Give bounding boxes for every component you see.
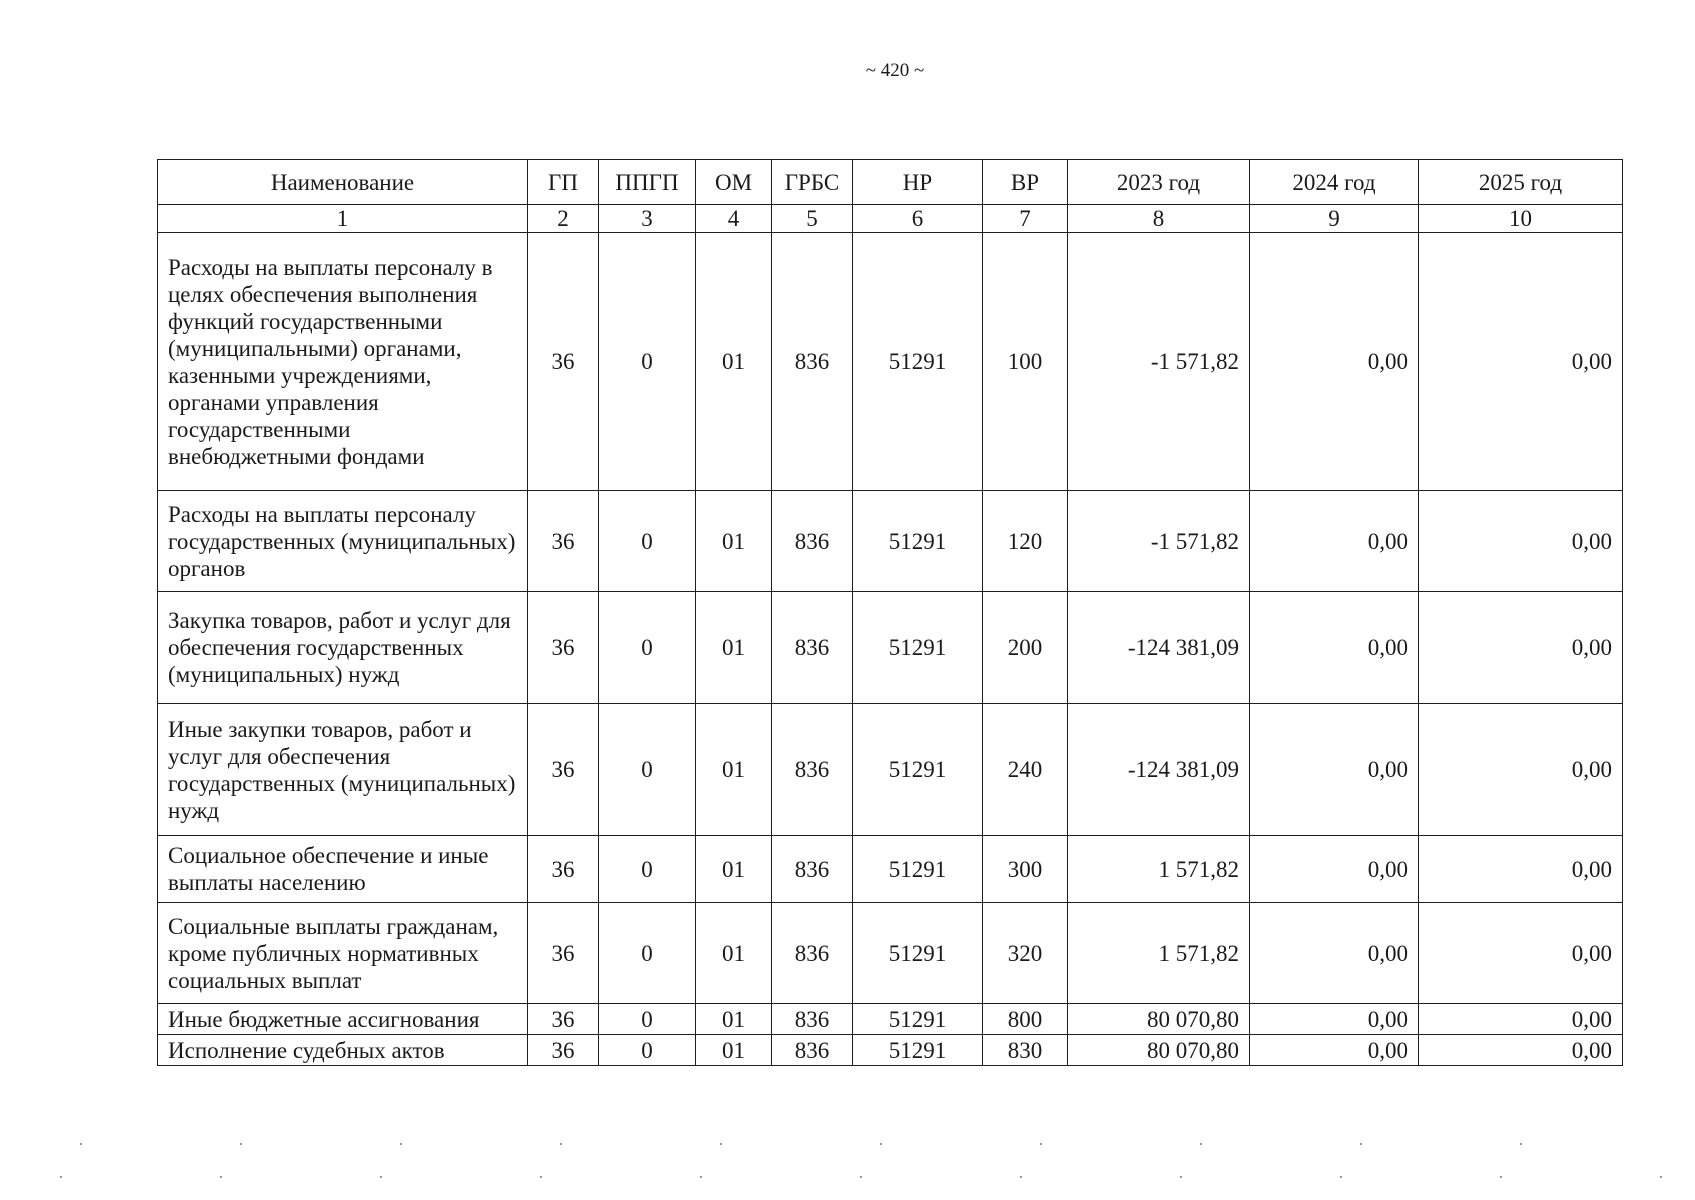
row-name: Иные бюджетные ассигнования [158, 1004, 528, 1035]
header-2023: 2023 год [1068, 160, 1250, 205]
row-nr: 51291 [853, 233, 983, 491]
row-2024: 0,00 [1250, 1004, 1419, 1035]
table-row [158, 1004, 1623, 1035]
row-name: Социальное обеспечение и иные выплаты населению [158, 836, 528, 903]
row-nr: 51291 [853, 592, 983, 704]
header-om: ОМ [696, 160, 772, 205]
row-gp: 36 [528, 1004, 599, 1035]
row-ppgp: 0 [599, 491, 696, 592]
column-number: 8 [1068, 205, 1250, 233]
row-gp: 36 [528, 233, 599, 491]
row-ppgp: 0 [599, 592, 696, 704]
row-2025: 0,00 [1419, 1035, 1623, 1066]
row-grbs: 836 [772, 836, 853, 903]
row-om: 01 [696, 592, 772, 704]
row-2023: 80 070,80 [1068, 1035, 1250, 1066]
row-ppgp: 0 [599, 836, 696, 903]
row-gp: 36 [528, 592, 599, 704]
row-grbs: 836 [772, 592, 853, 704]
row-grbs: 836 [772, 903, 853, 1004]
row-2025: 0,00 [1419, 704, 1623, 836]
header-grbs: ГРБС [772, 160, 853, 205]
table-row [158, 836, 1623, 903]
row-vr: 800 [983, 1004, 1068, 1035]
row-2024: 0,00 [1250, 704, 1419, 836]
row-ppgp: 0 [599, 903, 696, 1004]
row-2024: 0,00 [1250, 592, 1419, 704]
row-2025: 0,00 [1419, 233, 1623, 491]
table-row [158, 1035, 1623, 1066]
column-number: 1 [158, 205, 528, 233]
budget-table [157, 159, 1623, 1066]
row-2023: 80 070,80 [1068, 1004, 1250, 1035]
row-name: Расходы на выплаты персоналу в целях обеспечения выполнения функций государственными (муниципальными) органами, казенными учреждениями, органами управления государственными внебюджетными фондами [158, 233, 528, 491]
row-2023: -124 381,09 [1068, 704, 1250, 836]
row-2025: 0,00 [1419, 592, 1623, 704]
row-grbs: 836 [772, 1035, 853, 1066]
row-2023: -1 571,82 [1068, 233, 1250, 491]
table-header-row [158, 160, 1623, 205]
row-om: 01 [696, 491, 772, 592]
row-nr: 51291 [853, 704, 983, 836]
column-number: 9 [1250, 205, 1419, 233]
row-nr: 51291 [853, 836, 983, 903]
row-grbs: 836 [772, 704, 853, 836]
row-2024: 0,00 [1250, 903, 1419, 1004]
column-number: 5 [772, 205, 853, 233]
row-grbs: 836 [772, 491, 853, 592]
table-row [158, 491, 1623, 592]
row-2025: 0,00 [1419, 491, 1623, 592]
header-vr: ВР [983, 160, 1068, 205]
row-2025: 0,00 [1419, 1004, 1623, 1035]
row-2023: -1 571,82 [1068, 491, 1250, 592]
table-row [158, 592, 1623, 704]
column-number-row [158, 205, 1623, 233]
row-om: 01 [696, 1035, 772, 1066]
row-vr: 200 [983, 592, 1068, 704]
row-om: 01 [696, 836, 772, 903]
page-number: ~ 420 ~ [865, 60, 925, 81]
row-2025: 0,00 [1419, 836, 1623, 903]
row-ppgp: 0 [599, 233, 696, 491]
header-gp: ГП [528, 160, 599, 205]
column-number: 7 [983, 205, 1068, 233]
row-vr: 320 [983, 903, 1068, 1004]
table-row [158, 704, 1623, 836]
row-vr: 100 [983, 233, 1068, 491]
row-name: Расходы на выплаты персоналу государственных (муниципальных) органов [158, 491, 528, 592]
row-ppgp: 0 [599, 1035, 696, 1066]
header-nr: НР [853, 160, 983, 205]
column-number: 2 [528, 205, 599, 233]
row-om: 01 [696, 1004, 772, 1035]
row-vr: 300 [983, 836, 1068, 903]
row-vr: 120 [983, 491, 1068, 592]
row-gp: 36 [528, 491, 599, 592]
row-gp: 36 [528, 836, 599, 903]
row-2025: 0,00 [1419, 903, 1623, 1004]
row-ppgp: 0 [599, 1004, 696, 1035]
row-gp: 36 [528, 903, 599, 1004]
row-name: Исполнение судебных актов [158, 1035, 528, 1066]
header-2025: 2025 год [1419, 160, 1623, 205]
row-nr: 51291 [853, 491, 983, 592]
column-number: 3 [599, 205, 696, 233]
table-row [158, 903, 1623, 1004]
row-2023: -124 381,09 [1068, 592, 1250, 704]
row-vr: 240 [983, 704, 1068, 836]
row-2023: 1 571,82 [1068, 836, 1250, 903]
row-2024: 0,00 [1250, 1035, 1419, 1066]
column-number: 6 [853, 205, 983, 233]
row-2023: 1 571,82 [1068, 903, 1250, 1004]
row-name: Иные закупки товаров, работ и услуг для обеспечения государственных (муниципальных) нужд [158, 704, 528, 836]
row-2024: 0,00 [1250, 836, 1419, 903]
header-2024: 2024 год [1250, 160, 1419, 205]
header-name: Наименование [158, 160, 528, 205]
row-grbs: 836 [772, 233, 853, 491]
column-number: 4 [696, 205, 772, 233]
row-grbs: 836 [772, 1004, 853, 1035]
row-name: Закупка товаров, работ и услуг для обеспечения государственных (муниципальных) нужд [158, 592, 528, 704]
table-row [158, 233, 1623, 491]
row-om: 01 [696, 704, 772, 836]
row-nr: 51291 [853, 903, 983, 1004]
header-ppgp: ППГП [599, 160, 696, 205]
row-om: 01 [696, 903, 772, 1004]
column-number: 10 [1419, 205, 1623, 233]
row-2024: 0,00 [1250, 491, 1419, 592]
row-ppgp: 0 [599, 704, 696, 836]
row-gp: 36 [528, 1035, 599, 1066]
row-om: 01 [696, 233, 772, 491]
row-name: Социальные выплаты гражданам, кроме публичных нормативных социальных выплат [158, 903, 528, 1004]
row-vr: 830 [983, 1035, 1068, 1066]
row-nr: 51291 [853, 1035, 983, 1066]
row-nr: 51291 [853, 1004, 983, 1035]
row-gp: 36 [528, 704, 599, 836]
row-2024: 0,00 [1250, 233, 1419, 491]
